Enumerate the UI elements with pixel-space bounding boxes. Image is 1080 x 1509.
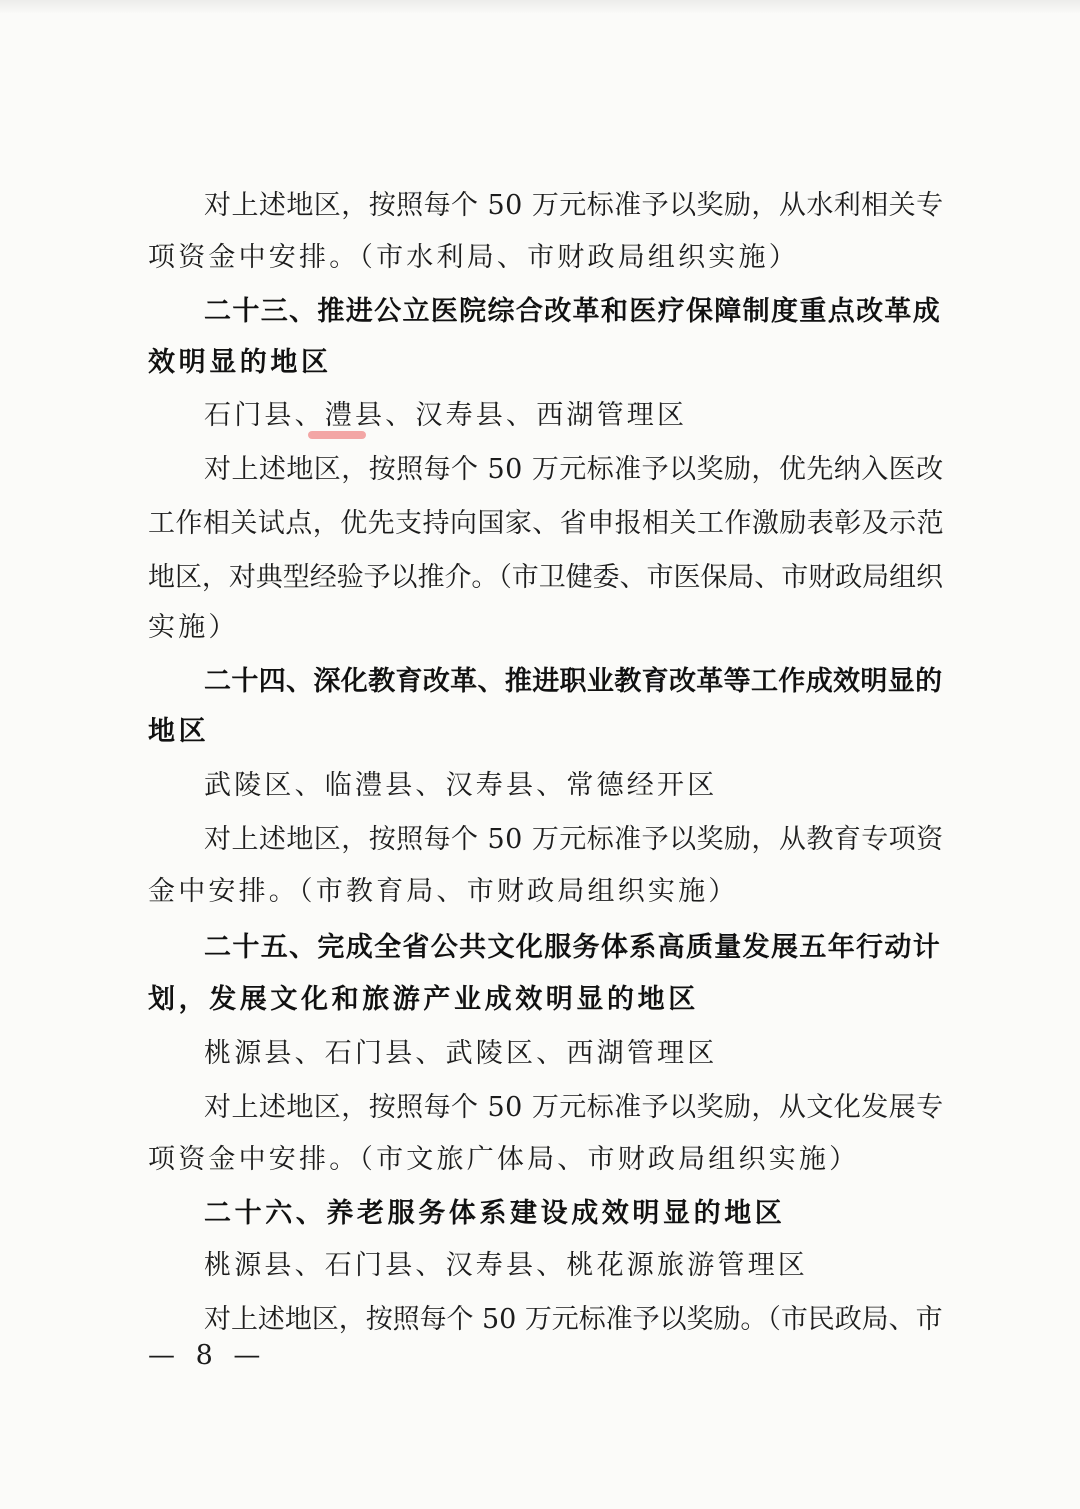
body-line: 对上述地区，按照每个 50 万元标准予以奖励，从文化发展专 [204, 1092, 944, 1123]
body-line: 对上述地区，按照每个 50 万元标准予以奖励，从教育专项资 [204, 824, 944, 855]
body-line: 对上述地区，按照每个 50 万元标准予以奖励。（市民政局、市 [204, 1304, 943, 1335]
region-list: 桃源县、石门县、汉寿县、桃花源旅游管理区 [204, 1250, 808, 1281]
body-line: 工作相关试点，优先支持向国家、省申报相关工作激励表彰及示范 [148, 508, 945, 539]
section-heading: 效明显的地区 [148, 347, 332, 378]
section-heading: 二十三、推进公立医院综合改革和医疗保障制度重点改革成 [204, 296, 942, 327]
region-list: 桃源县、石门县、武陵区、西湖管理区 [204, 1038, 718, 1069]
section-heading: 二十五、完成全省公共文化服务体系高质量发展五年行动计 [204, 932, 942, 963]
body-line: 实施） [148, 612, 239, 643]
section-heading: 地区 [148, 716, 210, 747]
region-list: 石门县、澧县、汉寿县、西湖管理区 [204, 400, 688, 431]
section-heading: 二十四、深化教育改革、推进职业教育改革等工作成效明显的 [204, 666, 943, 697]
region-list: 武陵区、临澧县、汉寿县、常德经开区 [204, 770, 718, 801]
highlight-mark [308, 431, 366, 439]
page-number: — 8 — [148, 1340, 267, 1371]
body-line: 项资金中安排。（市文旅广体局、市财政局组织实施） [148, 1144, 860, 1175]
section-heading: 划，发展文化和旅游产业成效明显的地区 [148, 984, 699, 1015]
body-line: 地区，对典型经验予以推介。（市卫健委、市医保局、市财政局组织 [148, 562, 943, 593]
body-line: 对上述地区，按照每个 50 万元标准予以奖励，从水利相关专 [204, 190, 944, 221]
body-line: 项资金中安排。（市水利局、市财政局组织实施） [148, 242, 799, 273]
section-heading: 二十六、养老服务体系建设成效明显的地区 [204, 1198, 786, 1229]
body-line: 对上述地区，按照每个 50 万元标准予以奖励，优先纳入医改 [204, 454, 944, 485]
body-line: 金中安排。（市教育局、市财政局组织实施） [148, 876, 739, 907]
